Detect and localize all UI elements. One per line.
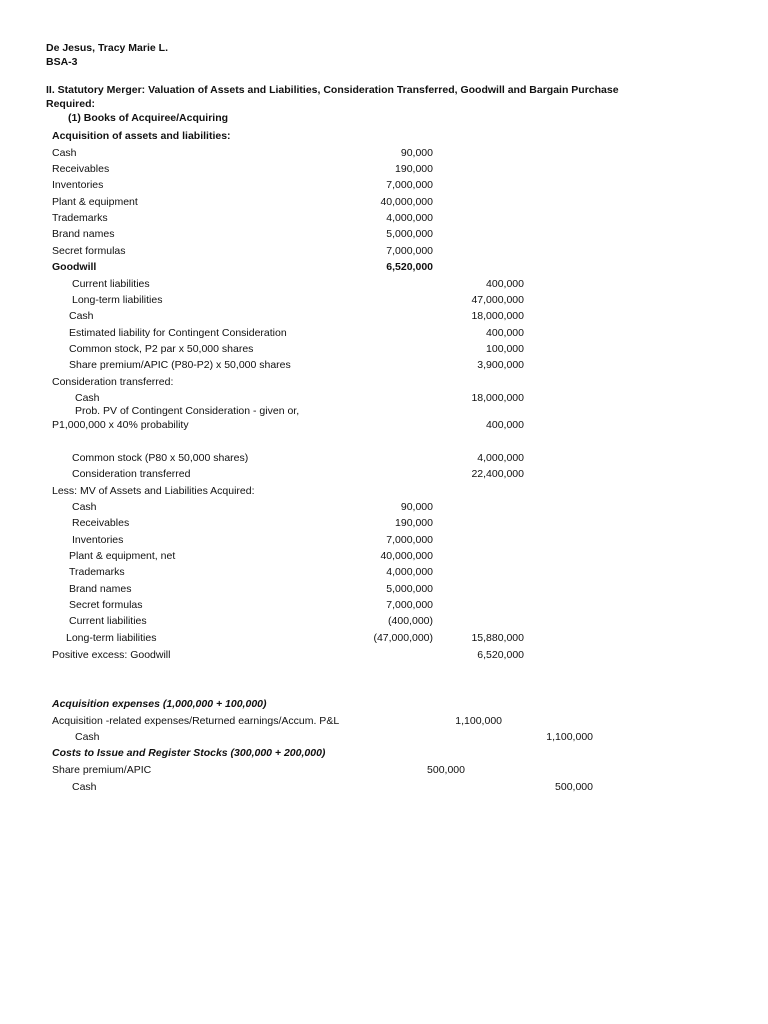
credit-label: Current liabilities	[72, 278, 150, 290]
less-mv-heading: Less: MV of Assets and Liabilities Acquired:	[52, 485, 255, 497]
debit-amount: 7,000,000	[386, 179, 433, 191]
credit-amount: 400,000	[486, 327, 524, 339]
problem-title: II. Statutory Merger: Valuation of Assets and Liabilities, Consideration Transferred, Goodwill and Bargain Purchase	[46, 84, 619, 96]
goodwill-excess-amount: 6,520,000	[477, 649, 524, 661]
debit-label: Plant & equipment	[52, 196, 138, 208]
credit-label: Common stock, P2 par x 50,000 shares	[69, 343, 254, 355]
goodwill-excess-label: Positive excess: Goodwill	[52, 649, 171, 661]
subheading-books: (1) Books of Acquiree/Acquiring	[68, 112, 229, 124]
acquisition-heading: Acquisition of assets and liabilities:	[52, 130, 231, 142]
consideration-cash-label: Cash	[75, 392, 100, 404]
mv-item-label: Plant & equipment, net	[69, 550, 176, 562]
debit-label: Secret formulas	[52, 245, 126, 257]
mv-item-label: Long-term liabilities	[66, 632, 157, 644]
mv-item-label: Cash	[72, 501, 97, 513]
debit-amount: 190,000	[395, 163, 433, 175]
consideration-cash-amount: 18,000,000	[471, 392, 524, 404]
mv-item-label: Trademarks	[69, 566, 125, 578]
mv-item-label: Inventories	[72, 534, 124, 546]
debit-label: Brand names	[52, 228, 115, 240]
stock-costs-debit-amount: 500,000	[427, 764, 465, 776]
acq-expenses-credit-label: Cash	[75, 731, 100, 743]
mv-item-amount: 7,000,000	[386, 534, 433, 546]
mv-item-amount: 190,000	[395, 517, 433, 529]
credit-amount: 100,000	[486, 343, 524, 355]
mv-item-amount: (47,000,000)	[373, 632, 433, 644]
mv-item-label: Secret formulas	[69, 599, 143, 611]
debit-label: Cash	[52, 147, 77, 159]
required-label: Required:	[46, 98, 96, 110]
debit-amount: 5,000,000	[386, 228, 433, 240]
stock-costs-credit-amount: 500,000	[555, 781, 593, 793]
credit-label: Share premium/APIC (P80-P2) x 50,000 shares	[69, 359, 291, 371]
student-section: BSA-3	[46, 56, 78, 68]
contingent-label-line1: Prob. PV of Contingent Consideration - given or,	[75, 405, 300, 417]
mv-item-amount: 4,000,000	[386, 566, 433, 578]
consideration-total-label: Consideration transferred	[72, 468, 191, 480]
credit-label: Estimated liability for Contingent Consideration	[69, 327, 287, 339]
stock-costs-heading: Costs to Issue and Register Stocks (300,000 + 200,000)	[52, 747, 326, 759]
debit-amount: 4,000,000	[386, 212, 433, 224]
acq-expenses-debit-amount: 1,100,000	[455, 715, 502, 727]
stock-issued-amount: 4,000,000	[477, 452, 524, 464]
goodwill-label: Goodwill	[52, 261, 97, 273]
credit-amount: 400,000	[486, 278, 524, 290]
credit-amount: 18,000,000	[471, 310, 524, 322]
mv-item-label: Current liabilities	[69, 615, 147, 627]
mv-net-total: 15,880,000	[471, 632, 524, 644]
credit-label: Long-term liabilities	[72, 294, 163, 306]
acq-expenses-heading: Acquisition expenses (1,000,000 + 100,000)	[52, 698, 267, 710]
contingent-label-line2: P1,000,000 x 40% probability	[52, 419, 189, 431]
debit-amount: 90,000	[400, 147, 433, 159]
consideration-heading: Consideration transferred:	[52, 376, 174, 388]
mv-item-amount: (400,000)	[388, 615, 433, 627]
debit-label: Receivables	[52, 163, 110, 175]
mv-item-label: Brand names	[69, 583, 132, 595]
mv-item-amount: 5,000,000	[386, 583, 433, 595]
debit-label: Trademarks	[52, 212, 108, 224]
credit-amount: 3,900,000	[477, 359, 524, 371]
credit-amount: 47,000,000	[471, 294, 524, 306]
mv-item-amount: 40,000,000	[380, 550, 433, 562]
debit-amount: 40,000,000	[380, 196, 433, 208]
mv-item-amount: 90,000	[400, 501, 433, 513]
debit-label: Inventories	[52, 179, 104, 191]
stock-costs-credit-label: Cash	[72, 781, 97, 793]
stock-issued-label: Common stock (P80 x 50,000 shares)	[72, 452, 249, 464]
debit-amount: 7,000,000	[386, 245, 433, 257]
mv-item-label: Receivables	[72, 517, 130, 529]
contingent-amount: 400,000	[486, 419, 524, 431]
goodwill-amount: 6,520,000	[386, 261, 433, 273]
student-name: De Jesus, Tracy Marie L.	[46, 42, 168, 54]
mv-item-amount: 7,000,000	[386, 599, 433, 611]
acq-expenses-credit-amount: 1,100,000	[546, 731, 593, 743]
acq-expenses-debit-label: Acquisition -related expenses/Returned earnings/Accum. P&L	[52, 715, 340, 727]
stock-costs-debit-label: Share premium/APIC	[52, 764, 152, 776]
consideration-total-amount: 22,400,000	[471, 468, 524, 480]
credit-label: Cash	[69, 310, 94, 322]
